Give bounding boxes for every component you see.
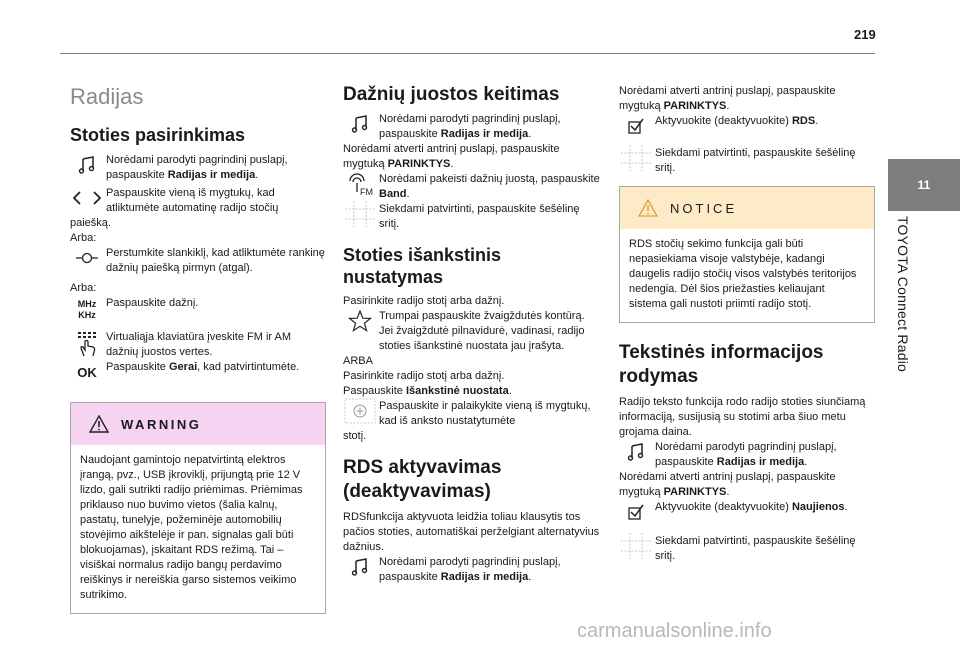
instruction-text: Aktyvuokite (deaktyvuokite) bbox=[655, 115, 789, 127]
shaded-area-icon bbox=[619, 534, 653, 558]
music-note-icon bbox=[343, 555, 377, 579]
instruction-text: Norėdami parodyti pagrindinį puslapį, paspauskite bbox=[655, 441, 837, 468]
instruction-text: paiešką. bbox=[70, 217, 111, 229]
arba-label: Arba: bbox=[70, 232, 97, 244]
instruction-text: Siekdami patvirtinti, paspauskite šešėlinę sritį. bbox=[655, 147, 856, 174]
page-number: 219 bbox=[854, 27, 876, 42]
music-note-icon bbox=[70, 153, 104, 177]
instruction-row bbox=[70, 296, 326, 324]
bold-term: PARINKTYS bbox=[663, 100, 727, 112]
shaded-area-icon bbox=[619, 146, 653, 170]
bold-term: RDS bbox=[791, 115, 816, 127]
checkbox-icon bbox=[619, 500, 653, 524]
instruction-text: Norėdami parodyti pagrindinį puslapį, paspauskite bbox=[379, 113, 561, 140]
watermark: carmanualsonline.info bbox=[577, 620, 772, 642]
instruction-text: Norėdami parodyti pagrindinį puslapį, paspauskite bbox=[106, 154, 288, 181]
instruction-row: Norėdami parodyti pagrindinį puslapį, paspauskite Radijas ir medija. bbox=[343, 112, 601, 142]
notice-text: RDS stočių sekimo funkcija gali būti nepasiekiama visoje valstybėje, kadangi daugelis radijo stočių visos valstybės teritorijos nedengia. Dėl šios priežasties keliaujant sistema gali nustoti priimti radijo stotį. bbox=[629, 238, 857, 310]
bold-term: Naujienos bbox=[791, 501, 845, 513]
instruction-row: Norėdami parodyti pagrindinį puslapį, paspauskite Radijas ir medija. bbox=[343, 555, 601, 585]
instruction-row bbox=[343, 202, 601, 232]
warning-text: Naudojant gamintojo nepatvirtintą elektros įrangą, pvz., USB įkroviklį, prijungtą prie 12 V lizdo, gali sutrikti radijo priėmimas. Priėmimas priklauso nuo buvimo vietos (šalia kalnų, pastatų, tunelyje, požeminėje automobilių stovėjimo aikštelėje ir pan. signalas gali būti blokuojamas), įskaitant RDS režimą. Tai – visiškai normalus radijo bangų perdavimo reiškinys ir nereiškia garso sistemos veikimo sutrikimo. bbox=[80, 454, 303, 601]
instruction-text: Siekdami patvirtinti, paspauskite šešėlinę sritį. bbox=[379, 203, 580, 230]
bold-term: Radijas ir medija bbox=[716, 456, 805, 468]
notice-triangle-icon bbox=[638, 199, 658, 217]
warning-triangle-icon bbox=[89, 415, 109, 433]
column-3: Norėdami atverti antrinį puslapį, paspauskite mygtuką PARINKTYS. Aktyvuokite (deaktyvuokite) RDS. Siekdami patvirtinti, paspauskite šešėlinę sritį. NOTICE RDS stočių sekimo funkcija gali būti nepasiekiama visoje valstybėje, kadangi daugelis radijo stočių visos valstybės teritorijos nedengia. Dėl šios priežasties keliaujant sistema gali nustoti priimti radijo stotį. Tekstinės informacijos rodymas Radijo teksto funkcija rodo radijo stoties siunčiamą informaciją, susijusią su stotimi arba šiuo metu grojama daina. Norėdami parodyti pagrindinį puslapį, paspauskite Radijas ir medija. Norėdami atverti antrinį puslapį, paspauskite mygtuką PARINKTYS. Aktyvuokite (deaktyvuokite) Naujienos. Siekdami patvirtinti, paspauskite šešėlinę sritį. bbox=[619, 84, 875, 564]
header-rule bbox=[60, 53, 875, 54]
instruction-text: Norėdami parodyti pagrindinį puslapį, paspauskite bbox=[379, 556, 561, 583]
chevron-left-right-icon bbox=[70, 186, 104, 210]
notice-header bbox=[620, 187, 874, 229]
bold-term: Gerai bbox=[169, 361, 198, 373]
checkbox-icon bbox=[619, 114, 653, 138]
instruction-text: Aktyvuokite (deaktyvuokite) bbox=[655, 501, 789, 513]
instruction-row bbox=[70, 246, 326, 276]
radio-band-icon bbox=[343, 172, 377, 196]
column-2: Dažnių juostos keitimas Norėdami parodyti pagrindinį puslapį, paspauskite Radijas ir medija. Norėdami atverti antrinį puslapį, paspauskite mygtuką PARINKTYS. FM Norėdami pakeisti dažnių juostą, paspauskite Band. Siekdami patvirtinti, paspauskite šešėlinę sritį. Stoties išankstinis nustatymas Pasirinkite radijo stotį arba dažnį. Trumpai paspauskite žvaigždutės kontūrą. Jei žvaigždutė pilnavidurė, vadinasi, radijo stoties išankstinė nuostata jau įrašyta. ARBA Pasirinkite radijo stotį arba dažnį. Paspauskite Išankstinė nuostata. Paspauskite ir palaikykite vieną iš mygtukų, kad iš anksto nustatytumėte stotį. RDS aktyvavimas (deaktyvavimas) RDSfunkcija aktyvuota leidžia toliau klausytis tos pačios stoties, automatiškai perželgiant alternatyvius dažnius. Norėdami parodyti pagrindinį puslapį, paspauskite Radijas ir medija. bbox=[343, 84, 600, 583]
music-note-icon bbox=[343, 112, 377, 136]
music-note-icon bbox=[619, 440, 653, 464]
arba-label: Arba: bbox=[70, 282, 97, 294]
ok-icon: OK bbox=[77, 364, 97, 380]
notice-box bbox=[619, 186, 875, 323]
section-heading-preset: Stoties išankstinis nustatymas bbox=[343, 245, 502, 287]
preset-add-icon bbox=[343, 399, 377, 423]
bold-term: Band bbox=[379, 188, 407, 200]
instruction-row bbox=[70, 330, 326, 360]
instruction-text: stotį. bbox=[343, 430, 367, 442]
instruction-text: RDSfunkcija aktyvuota leidžia toliau klausytis tos pačios stoties, automatiškai perželgiant alternatyvius dažnius. bbox=[343, 511, 600, 553]
section-heading-band-change: Dažnių juostos keitimas bbox=[343, 84, 560, 105]
instruction-text: Pasirinkite radijo stotį arba dažnį. bbox=[343, 295, 505, 307]
arba-label: ARBA bbox=[343, 355, 373, 367]
keyboard-touch-icon bbox=[70, 330, 104, 358]
chapter-title: TOYOTA Connect Radio bbox=[895, 216, 911, 372]
slider-icon bbox=[70, 246, 104, 270]
instruction-row: OK Paspauskite Gerai, kad patvirtintumėte. bbox=[70, 360, 326, 384]
svg-text:FM: FM bbox=[360, 187, 373, 196]
instruction-row bbox=[343, 309, 601, 354]
instruction-row: Norėdami parodyti pagrindinį puslapį, paspauskite Radijas ir medija. bbox=[70, 153, 326, 183]
warning-box bbox=[70, 402, 326, 614]
instruction-row: Aktyvuokite (deaktyvuokite) Naujienos. bbox=[619, 500, 875, 524]
instruction-text: Paspauskite vieną iš mygtukų, kad atliktumėte automatinę radijo stočių bbox=[106, 187, 279, 214]
bold-term: PARINKTYS bbox=[663, 486, 727, 498]
bold-term: Radijas ir medija bbox=[440, 128, 529, 140]
instruction-text: Perstumkite slankiklį, kad atliktumėte rankinę dažnių paiešką pirmyn (atgal). bbox=[106, 247, 325, 274]
bold-term: Radijas ir medija bbox=[167, 169, 256, 181]
instruction-text: Virtualiąja klaviatūra įveskite FM ir AM dažnių juostos vertes. bbox=[106, 331, 292, 358]
frequency-icon: MHz KHz bbox=[77, 299, 97, 320]
instruction-text: Norėdami atverti antrinį puslapį, paspauskite mygtuką bbox=[619, 85, 836, 112]
instruction-row bbox=[619, 146, 875, 176]
column-1 bbox=[70, 84, 326, 614]
section-heading-rds: RDS aktyvavimas (deaktyvavimas) bbox=[343, 457, 502, 502]
warning-title: WARNING bbox=[121, 416, 202, 432]
instruction-text: Trumpai paspauskite žvaigždutės kontūrą. Jei žvaigždutė pilnavidurė, vadinasi, radijo stoties išankstinė nuostata jau įrašyta. bbox=[379, 310, 585, 352]
instruction-text: Paspauskite bbox=[106, 361, 166, 373]
instruction-text: Paspauskite ir palaikykite vieną iš mygtukų, kad iš anksto nustatytumėte bbox=[379, 400, 591, 427]
instruction-row: FM Norėdami pakeisti dažnių juostą, paspauskite Band. bbox=[343, 172, 601, 202]
chapter-tab: 11 bbox=[888, 159, 960, 211]
instruction-row: Norėdami parodyti pagrindinį puslapį, paspauskite Radijas ir medija. bbox=[619, 440, 875, 470]
instruction-row bbox=[343, 399, 601, 429]
instruction-text: Norėdami pakeisti dažnių juostą, paspauskite bbox=[379, 173, 600, 185]
bold-term: Radijas ir medija bbox=[440, 571, 529, 583]
instruction-text: Paspauskite bbox=[343, 385, 403, 397]
bold-term: PARINKTYS bbox=[387, 158, 451, 170]
notice-title: NOTICE bbox=[670, 200, 738, 216]
instruction-row bbox=[619, 534, 875, 564]
instruction-text: Norėdami atverti antrinį puslapį, paspauskite mygtuką bbox=[343, 143, 560, 170]
shaded-area-icon bbox=[343, 202, 377, 226]
page-title: Radijas bbox=[70, 84, 144, 109]
instruction-text: Pasirinkite radijo stotį arba dažnį. bbox=[343, 370, 505, 382]
section-heading-text-info: Tekstinės informacijos rodymas bbox=[619, 342, 824, 387]
section-heading-station-selection: Stoties pasirinkimas bbox=[70, 125, 246, 145]
instruction-row bbox=[70, 186, 326, 216]
instruction-text: Radijo teksto funkcija rodo radijo stoties siunčiamą informaciją, susijusią su stotimi arba šiuo metu grojama daina. bbox=[619, 396, 866, 438]
instruction-text: Siekdami patvirtinti, paspauskite šešėlinę sritį. bbox=[655, 535, 856, 562]
star-outline-icon bbox=[343, 309, 377, 333]
instruction-text: Norėdami atverti antrinį puslapį, paspauskite mygtuką bbox=[619, 471, 836, 498]
warning-header bbox=[71, 403, 325, 445]
instruction-text: Paspauskite dažnį. bbox=[106, 297, 199, 309]
instruction-row: Aktyvuokite (deaktyvuokite) RDS. bbox=[619, 114, 875, 138]
bold-term: Išankstinė nuostata bbox=[406, 385, 509, 397]
